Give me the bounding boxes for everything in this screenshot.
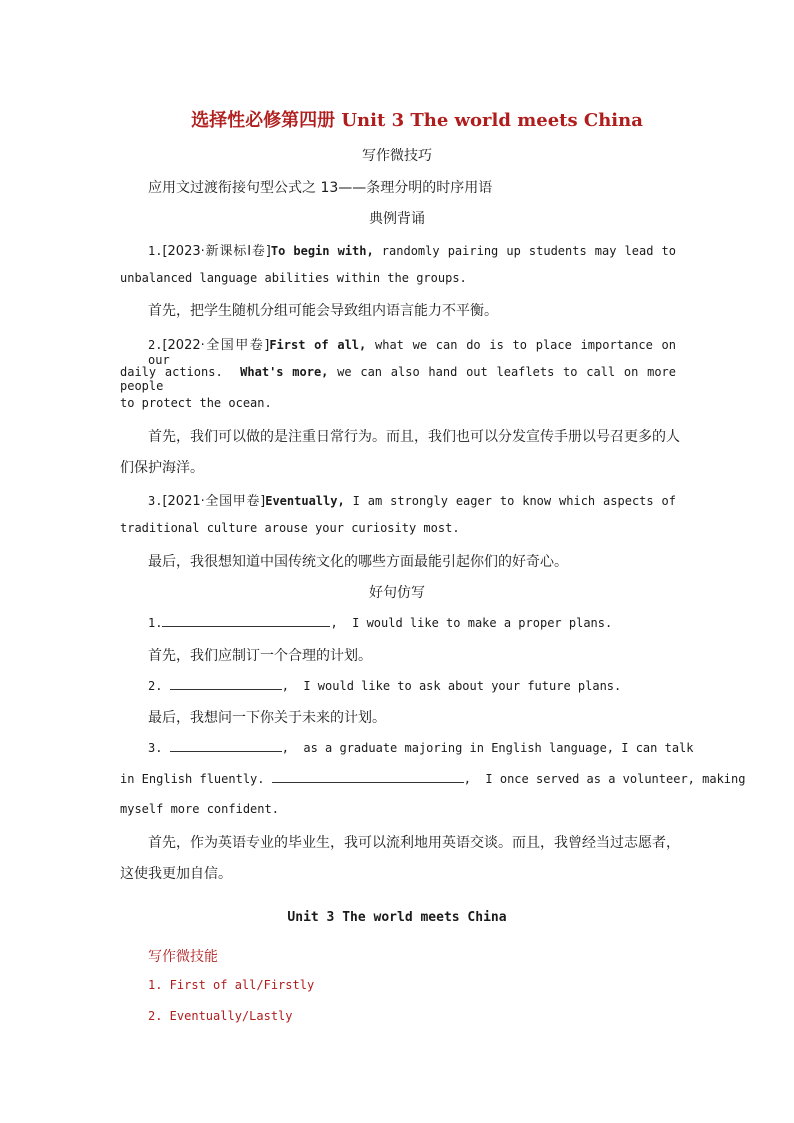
topic-line: 应用文过渡衔接句型公式之 13——条理分明的时序用语 [148,180,493,196]
answer-1: 1. First of all/Firstly [148,978,315,992]
answer-blank[interactable] [272,770,464,783]
example-2-line-3: to protect the ocean. [120,396,272,410]
answer-blank[interactable] [162,614,330,627]
example-3-line-1: 3.[2021·全国甲卷]Eventually, I am strongly eager to know which aspects of [148,494,676,509]
example-2-translation-2: 们保护海洋。 [120,460,204,476]
example-3-line-2: traditional culture arouse your curiosity most. [120,521,460,535]
answer-blank[interactable] [170,677,282,690]
imitation-3-line-3: myself more confident. [120,802,279,816]
example-3-translation: 最后，我很想知道中国传统文化的哪些方面最能引起你们的好奇心。 [148,554,568,570]
example-1-line-2: unbalanced language abilities within the groups. [120,271,467,285]
imitation-3-line-2: in English fluently. , I once served as a volunteer, making [120,772,746,786]
example-2-line-1: 2.[2022·全国甲卷]First of all, what we can do is to place importance on our [148,338,676,367]
example-2-line-2: daily actions. What's more, we can also hand out leaflets to call on more people [120,365,676,393]
example-1-translation: 首先，把学生随机分组可能会导致组内语言能力不平衡。 [148,303,498,319]
answer-2: 2. Eventually/Lastly [148,1009,293,1023]
imitation-2-line: 2. , I would like to ask about your future plans. [148,679,622,693]
imitation-1-translation: 首先，我们应制订一个合理的计划。 [148,648,372,664]
example-2-translation-1: 首先，我们可以做的是注重日常行为。而且，我们也可以分发宣传手册以号召更多的人 [148,429,680,445]
imitation-2-translation: 最后，我想问一下你关于未来的计划。 [148,710,386,726]
example-1-line-1: 1.[2023·新课标Ⅰ卷]To begin with, randomly pairing up students may lead to [148,244,676,259]
answer-key-section: 写作微技能 [148,949,218,965]
answer-blank[interactable] [170,739,282,752]
imitation-3-translation-1: 首先，作为英语专业的毕业生，我可以流利地用英语交谈。而且，我曾经当过志愿者， [148,835,680,851]
imitation-3-line-1: 3. , as a graduate majoring in English language, I can talk [148,741,694,755]
section-heading-writing-tips: 写作微技巧 [362,148,432,164]
imitation-3-translation-2: 这使我更加自信。 [120,866,232,882]
section-heading-imitation: 好句仿写 [369,585,425,601]
answer-key-title: Unit 3 The world meets China [287,910,507,925]
section-heading-examples: 典例背诵 [369,211,425,227]
page-title: 选择性必修第四册 Unit 3 The world meets China [191,110,643,131]
imitation-1-line: 1. , I would like to make a proper plans. [148,616,613,630]
